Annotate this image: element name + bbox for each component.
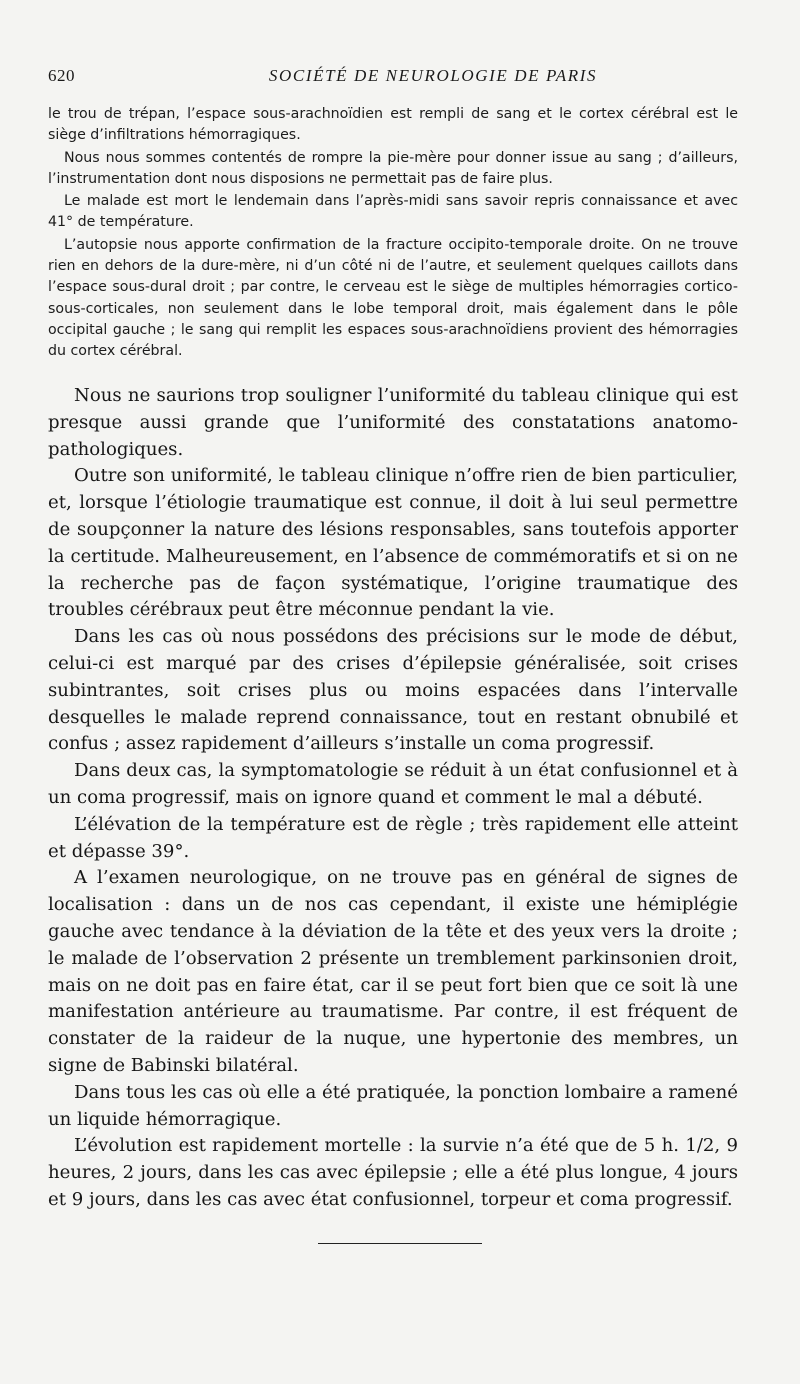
- discussion-paragraph: L’évolution est rapidement mortelle : la survie n’a été que de 5 h. 1/2, 9 heures, 2 jours, dans les cas avec épilepsie ; elle a été plus longue, 4 jours et 9 jours, dans les cas avec état confusionnel, torpeur et coma progressif.: [48, 1135, 738, 1210]
- discussion-paragraph: Dans les cas où nous possédons des précisions sur le mode de début, celui-ci est marqué par des crises d’épilepsie généralisée, soit crises subintrantes, soit crises plus ou moins espacées dans l’intervalle desquelles le malade reprend connaissance, tout en restant obnubilé et confus ; assez rapidement d’ailleurs s’installe un coma progressif.: [48, 626, 738, 755]
- observation-paragraph: Le malade est mort le lendemain dans l’après-midi sans savoir repris connaissance et avec 41° de température.: [48, 193, 738, 231]
- discussion-paragraph: A l’examen neurologique, on ne trouve pas en général de signes de localisation : dans un de nos cas cependant, il existe une hémiplégie gauche avec tendance à la déviation de la tête et des yeux vers la droite ; le malade de l’observation 2 présente un tremblement parkinsonien droit, mais on ne doit pas en faire état, car il se peut fort bien que ce soit là une manifestation antérieure au traumatisme. Par contre, il est fréquent de constater de la raideur de la nuque, une hypertonie des membres, un signe de Babinski bilatéral.: [48, 867, 738, 1076]
- running-title: SOCIÉTÉ DE NEUROLOGIE DE PARIS: [268, 66, 598, 85]
- section-end-rule: [318, 1243, 482, 1244]
- page-header: [48, 66, 770, 92]
- discussion-paragraph: Dans deux cas, la symptomatologie se réduit à un état confusionnel et à un coma progressif, mais on ignore quand et comment le mal a débuté.: [48, 760, 738, 808]
- discussion-section: [48, 383, 738, 1214]
- observation-paragraph: L’autopsie nous apporte confirmation de la fracture occipito-temporale droite. On ne trouve rien en dehors de la dure-mère, ni d’un côté ni de l’autre, et seulement quelques caillots dans l’espace sous-dural droit ; par contre, le cerveau est le siège de multiples hémorragies cortico-sous-corticales, non seulement dans le lobe temporal droit, mais également dans le pôle occipital gauche ; le sang qui remplit les espaces sous-arachnoïdiens provient des hémorragies du cortex cérébral.: [48, 236, 738, 360]
- observation-paragraph: le trou de trépan, l’espace sous-arachnoïdien est rempli de sang et le cortex cérébral est le siège d’infiltrations hémorragiques.: [48, 106, 738, 144]
- observation-paragraph: Nous nous sommes contentés de rompre la pie-mère pour donner issue au sang ; d’ailleurs, l’instrumentation dont nous disposions ne permettait pas de faire plus.: [48, 149, 738, 187]
- discussion-paragraph: L’élévation de la température est de règle ; très rapidement elle atteint et dépasse 39°.: [48, 813, 738, 862]
- discussion-paragraph: Nous ne saurions trop souligner l’uniformité du tableau clinique qui est presque aussi grande que l’uniformité des constatations anatomo-pathologiques.: [48, 385, 738, 460]
- page-number: 620: [48, 66, 75, 85]
- discussion-paragraph: Dans tous les cas où elle a été pratiquée, la ponction lombaire a ramené un liquide hémorragique.: [48, 1081, 738, 1130]
- discussion-paragraph: Outre son uniformité, le tableau clinique n’offre rien de bien particulier, et, lorsque l’étiologie traumatique est connue, il doit à lui seul permettre de soupçonner la nature des lésions responsables, sans toutefois apporter la certitude. Malheureusement, en l’absence de commémoratifs et si on ne la recherche pas de façon systématique, l’origine traumatique des troubles cérébraux peut être méconnue pendant la vie.: [48, 465, 738, 621]
- observation-section: [48, 104, 738, 364]
